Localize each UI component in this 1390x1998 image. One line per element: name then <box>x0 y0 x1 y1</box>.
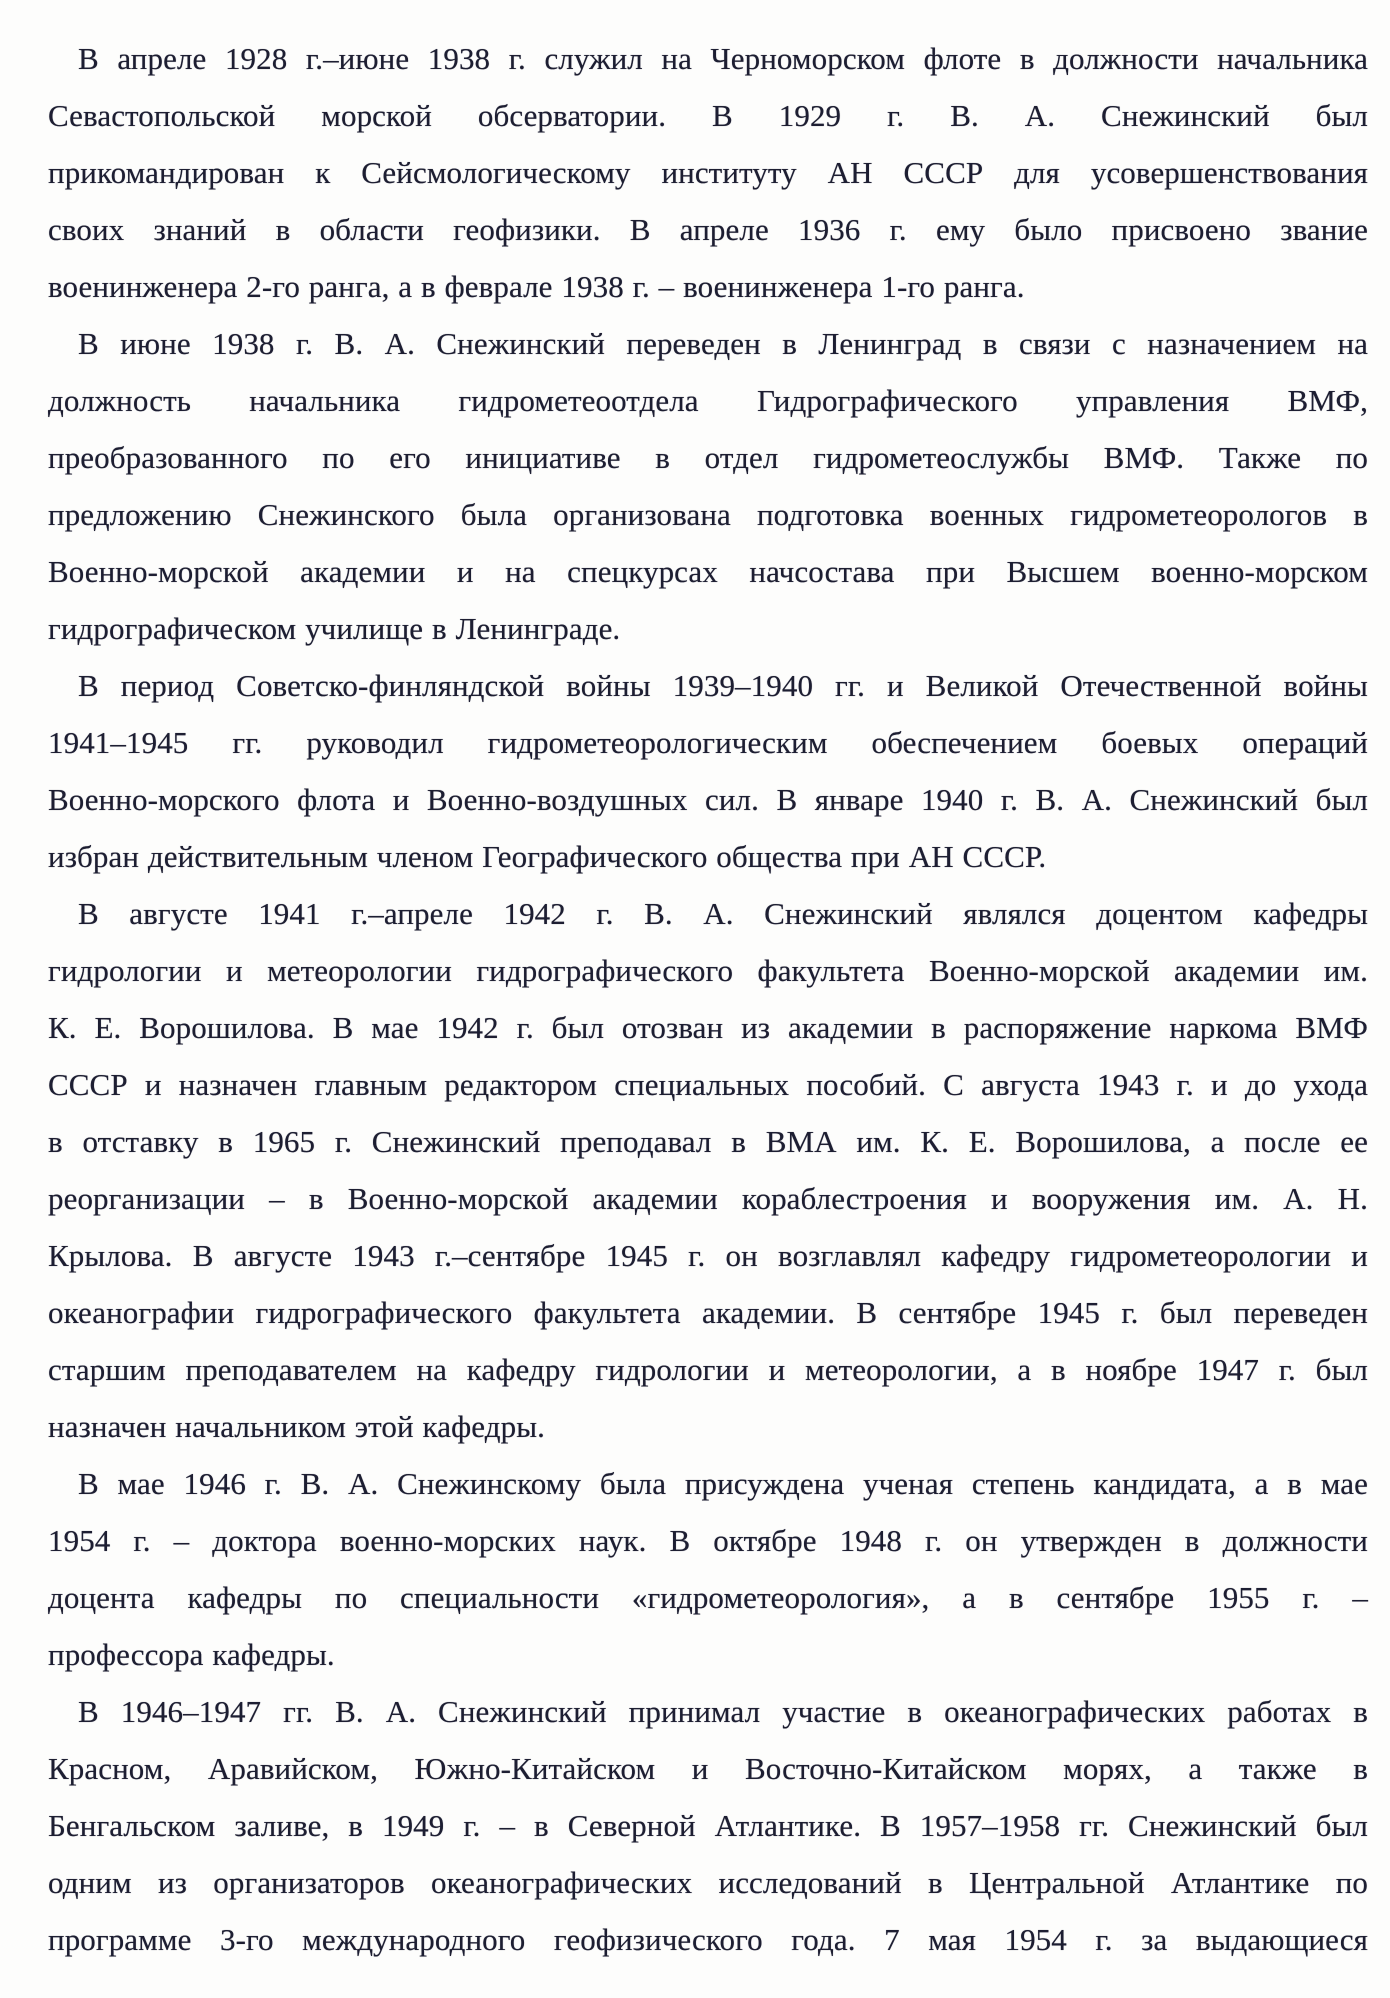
text-block <box>48 30 1368 1968</box>
text-line: В период Советско-финляндской войны 1939–1940 гг. и Великой Отечественной войны <box>78 668 1368 703</box>
paragraph <box>48 885 1368 1455</box>
text-line: своих знаний в области геофизики. В апреле 1936 г. ему было присвоено звание <box>48 212 1368 247</box>
text-line: прикомандирован к Сейсмологическому институту АН СССР для усовершенствования <box>48 155 1368 190</box>
text-line: доцента кафедры по специальности «гидрометеорология», а в сентябре 1955 г. – <box>48 1580 1368 1615</box>
paragraph <box>48 315 1368 657</box>
text-line: Военно-морской академии и на спецкурсах начсостава при Высшем военно-морском <box>48 554 1368 589</box>
text-line: гидрографическом училище в Ленинграде. <box>48 611 621 646</box>
text-line: одним из организаторов океанографических исследований в Центральной Атлантике по <box>48 1865 1368 1900</box>
text-line: океанографии гидрографического факультета академии. В сентябре 1945 г. был переведен <box>48 1295 1368 1330</box>
paragraph <box>48 1683 1368 1968</box>
paragraph <box>48 657 1368 885</box>
text-line: В 1946–1947 гг. В. А. Снежинский принимал участие в океанографических работах в <box>78 1694 1368 1729</box>
text-line: должность начальника гидрометеоотдела Гидрографического управления ВМФ, <box>48 383 1368 418</box>
text-line: избран действительным членом Географического общества при АН СССР. <box>48 839 1047 874</box>
text-line: программе 3-го международного геофизического года. 7 мая 1954 г. за выдающиеся <box>48 1922 1368 1957</box>
text-line: Крылова. В августе 1943 г.–сентябре 1945 г. он возглавлял кафедру гидрометеорологии и <box>48 1238 1368 1273</box>
text-line: В апреле 1928 г.–июне 1938 г. служил на Черноморском флоте в должности начальника <box>78 41 1368 76</box>
text-line: В июне 1938 г. В. А. Снежинский переведен в Ленинград в связи с назначением на <box>78 326 1368 361</box>
paragraph <box>48 30 1368 315</box>
text-line: гидрологии и метеорологии гидрографического факультета Военно-морской академии им. <box>48 953 1368 988</box>
text-line: профессора кафедры. <box>48 1637 335 1672</box>
text-line: СССР и назначен главным редактором специальных пособий. С августа 1943 г. и до ухода <box>48 1067 1368 1102</box>
text-line: предложению Снежинского была организована подготовка военных гидрометеорологов в <box>48 497 1368 532</box>
text-line: Бенгальском заливе, в 1949 г. – в Северной Атлантике. В 1957–1958 гг. Снежинский был <box>48 1808 1368 1843</box>
paragraph <box>48 1455 1368 1683</box>
text-line: В августе 1941 г.–апреле 1942 г. В. А. Снежинский являлся доцентом кафедры <box>78 896 1368 931</box>
text-line: старшим преподавателем на кафедру гидрологии и метеорологии, а в ноябре 1947 г. был <box>48 1352 1368 1387</box>
text-line: Севастопольской морской обсерватории. В 1929 г. В. А. Снежинский был <box>48 98 1368 133</box>
text-line: Красном, Аравийском, Южно-Китайском и Восточно-Китайском морях, а также в <box>48 1751 1368 1786</box>
text-line: в отставку в 1965 г. Снежинский преподавал в ВМА им. К. Е. Ворошилова, а после ее <box>48 1124 1368 1159</box>
text-line: Военно-морского флота и Военно-воздушных сил. В январе 1940 г. В. А. Снежинский был <box>48 782 1368 817</box>
text-line: 1954 г. – доктора военно-морских наук. В октябре 1948 г. он утвержден в должности <box>48 1523 1368 1558</box>
text-line: назначен начальником этой кафедры. <box>48 1409 545 1444</box>
text-line: В мае 1946 г. В. А. Снежинскому была присуждена ученая степень кандидата, а в мае <box>78 1466 1368 1501</box>
text-line: военинженера 2-го ранга, а в феврале 1938 г. – военинженера 1-го ранга. <box>48 269 1025 304</box>
text-line: реорганизации – в Военно-морской академии кораблестроения и вооружения им. А. Н. <box>48 1181 1368 1216</box>
text-line: К. Е. Ворошилова. В мае 1942 г. был отозван из академии в распоряжение наркома ВМФ <box>48 1010 1368 1045</box>
text-line: 1941–1945 гг. руководил гидрометеорологическим обеспечением боевых операций <box>48 725 1368 760</box>
text-line: преобразованного по его инициативе в отдел гидрометеослужбы ВМФ. Также по <box>48 440 1368 475</box>
